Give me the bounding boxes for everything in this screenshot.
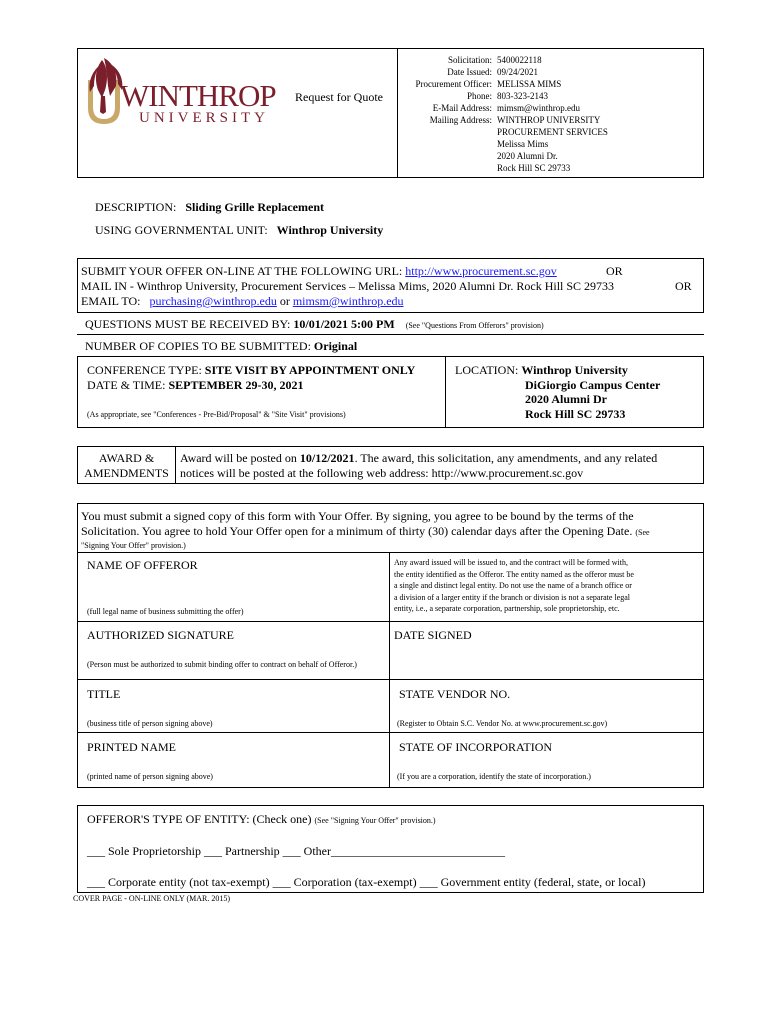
conference-datetime: DATE & TIME: SEPTEMBER 29-30, 2021 (87, 378, 304, 392)
logo-sub: UNIVERSITY (139, 110, 269, 126)
entity-options-row1[interactable]: ___ Sole Proprietorship ___ Partnership ___ Other_____________________________ (87, 844, 505, 858)
page-title: Request for Quote (295, 90, 383, 104)
questions: QUESTIONS MUST BE RECEIVED BY: 10/01/2021 5:00 PM (See "Questions From Offerors" provision) (85, 317, 544, 331)
offeror-name-note: (full legal name of business submitting the offer) (87, 607, 244, 616)
procurement-url-link[interactable]: http://www.procurement.sc.gov (405, 264, 557, 278)
conference-type: CONFERENCE TYPE: SITE VISIT BY APPOINTMENT ONLY (87, 363, 416, 377)
purchasing-email-link[interactable]: purchasing@winthrop.edu (149, 294, 277, 308)
questions-deadline: 10/01/2021 5:00 PM (293, 317, 395, 331)
gov-unit: USING GOVERNMENTAL UNIT: Winthrop University (95, 223, 384, 237)
entity-options-row2[interactable]: ___ Corporate entity (not tax-exempt) ___ Corporation (tax-exempt) ___ Government entity (federal, state, or local) (87, 875, 646, 889)
title-note: (business title of person signing above) (87, 719, 213, 728)
email-address: mimsm@winthrop.edu (497, 103, 581, 113)
signing-text: You must submit a signed copy of this form with Your Offer. By signing, you agree to be bound by the terms of the Solicitation. You agree to hold Your Offer open for a minimum of thirty (30) calendar days after the Opening Date. (See "Signing Your Offer" provision.) (81, 509, 650, 550)
description: DESCRIPTION: Sliding Grille Replacement (95, 200, 324, 214)
procurement-officer: MELISSA MIMS (497, 79, 562, 89)
officer-email-link[interactable]: mimsm@winthrop.edu (292, 294, 404, 308)
gov-unit-value: Winthrop University (276, 223, 384, 237)
entity-title: OFFEROR'S TYPE OF ENTITY: (Check one) (See "Signing Your Offer" provision.) (87, 812, 436, 826)
award-notice: Any award issued will be issued to, and the contract will be formed with, the entity identified as the Offeror. The entity named as the offeror must be a single and distinct legal entity. Do not use the name of a branch office or a division of a larger entity if the branch or division is not a separate legal entity, i.e., a separate corporation, partnership, sole proprietorship, etc. (394, 558, 634, 613)
footer-text: COVER PAGE - ON-LINE ONLY (MAR. 2015) (73, 894, 231, 903)
submit-or1: OR (606, 264, 623, 278)
phone: 803-323-2143 (497, 91, 548, 101)
date-issued: 09/24/2021 (497, 67, 539, 77)
submit-or2: OR (675, 279, 692, 293)
state-of-incorporation-field[interactable]: STATE OF INCORPORATION (399, 740, 553, 754)
title-field[interactable]: TITLE (87, 687, 121, 701)
printed-name-note: (printed name of person signing above) (87, 772, 213, 781)
offeror-name-field[interactable]: NAME OF OFFEROR (87, 558, 198, 572)
copies-value: Original (313, 339, 358, 353)
date-signed-field[interactable]: DATE SIGNED (394, 628, 472, 642)
copies: NUMBER OF COPIES TO BE SUBMITTED: Original (85, 339, 358, 353)
location: LOCATION: Winthrop University DiGiorgio Campus Center 2020 Alumni Dr Rock Hill SC 29733 (455, 363, 661, 421)
award-text: Award will be posted on 10/12/2021. The award, this solicitation, any amendments, and any related notices will be posted at the following web address: http://www.procurement.sc.gov (180, 451, 658, 480)
submit-line1: SUBMIT YOUR OFFER ON-LINE AT THE FOLLOWING URL: http://www.procurement.sc.gov (81, 264, 557, 278)
logo-word: WINTHROP (120, 78, 276, 113)
description-value: Sliding Grille Replacement (185, 200, 324, 214)
state-of-incorporation-note: (If you are a corporation, identify the state of incorporation.) (397, 772, 591, 781)
award-label: AWARD & AMENDMENTS (84, 451, 169, 480)
submit-line3: EMAIL TO: purchasing@winthrop.edu or mimsm@winthrop.edu (81, 294, 404, 308)
submit-line2: MAIL IN - Winthrop University, Procurement Services – Melissa Mims, 2020 Alumni Dr. Rock Hill SC 29733 (81, 279, 615, 293)
authorized-signature-field[interactable]: AUTHORIZED SIGNATURE (87, 628, 234, 642)
solicitation-number: 5400022118 (497, 55, 542, 65)
state-vendor-no-note: (Register to Obtain S.C. Vendor No. at www.procurement.sc.gov) (397, 719, 608, 728)
conference-note: (As appropriate, see "Conferences - Pre-Bid/Proposal" & "Site Visit" provisions) (87, 410, 346, 419)
header-fields: Solicitation: 5400022118 Date Issued: 09/24/2021 Procurement Officer: MELISSA MIMS Phone: 803-323-2143 E-Mail Address: mimsm@winthrop.edu Mailing Address: WINTHROP UNIVERSITY PROCUREMENT SERVICES Melissa Mims 2020 Alumni Dr. Rock Hill SC 29733 (415, 55, 608, 173)
mailing-address: WINTHROP UNIVERSITY (497, 115, 601, 125)
printed-name-field[interactable]: PRINTED NAME (87, 740, 176, 754)
state-vendor-no-field[interactable]: STATE VENDOR NO. (399, 687, 511, 701)
authorized-signature-note: (Person must be authorized to submit binding offer to contract on behalf of Offeror.) (87, 660, 357, 669)
